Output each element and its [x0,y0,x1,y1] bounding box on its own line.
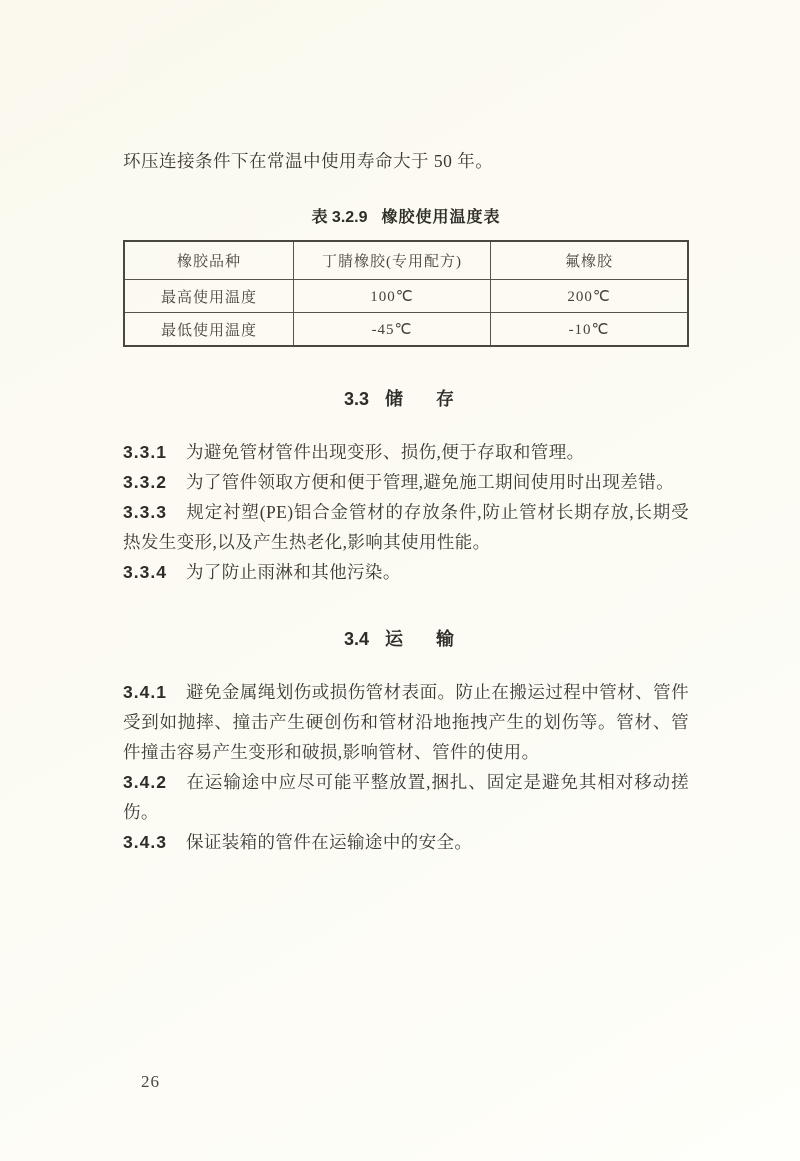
table-cell-min-temp-label: 最低使用温度 [124,313,293,347]
clause-number: 3.3.3 [123,502,167,522]
clause-text: 为避免管材管件出现变形、损伤,便于存取和管理。 [185,442,585,462]
table-cell-min-temp-nbr: -45℃ [293,313,490,347]
clause-3-3-3 [123,497,689,557]
clause-text: 规定衬塑(PE)铝合金管材的存放条件,防止管材长期存放,长期受热发生变形,以及产生热老化,影响其使用性能。 [123,502,689,552]
section-heading-transport [123,625,689,651]
clause-number: 3.3.1 [123,442,167,462]
clause-3-3-1 [123,437,689,467]
clause-text: 为了管件领取方便和便于管理,避免施工期间使用时出现差错。 [185,472,675,492]
table-caption-title: 橡胶使用温度表 [381,209,501,226]
table-cell-max-temp-label: 最高使用温度 [124,280,293,313]
clause-number: 3.4.3 [123,832,167,852]
table-row [124,280,688,313]
table-header-row [124,241,688,280]
clause-text: 避免金属绳划伤或损伤管材表面。防止在搬运过程中管材、管件受到如抛摔、撞击产生硬创伤和管材沿地拖拽产生的划伤等。管材、管件撞击容易产生变形和破损,影响管材、管件的使用。 [123,682,689,762]
clause-number: 3.3.2 [123,472,167,492]
clause-text: 为了防止雨淋和其他污染。 [185,562,401,582]
table-caption-label: 表 3.2.9 [311,209,368,226]
clause-3-3-2 [123,467,689,497]
table-cell-min-temp-fkm: -10℃ [490,313,688,347]
section-number: 3.4 [343,629,369,649]
clause-number: 3.4.1 [123,682,167,702]
clause-3-4-1 [123,677,689,767]
clause-number: 3.4.2 [123,772,167,792]
clause-text: 在运输途中应尽可能平整放置,捆扎、固定是避免其相对移动搓伤。 [123,772,689,822]
clause-3-3-4 [123,557,689,587]
section-number: 3.3 [343,389,369,409]
section-title: 储 存 [385,389,469,409]
table-header-rubber-type: 橡胶品种 [124,241,293,280]
table-cell-max-temp-fkm: 200℃ [490,280,688,313]
table-header-fkm: 氟橡胶 [490,241,688,280]
clause-3-4-3 [123,827,689,857]
clause-3-4-2 [123,767,689,827]
page-number: 26 [141,1072,160,1091]
clause-text: 保证装箱的管件在运输途中的安全。 [185,832,473,852]
table-cell-max-temp-nbr: 100℃ [293,280,490,313]
table-caption [123,204,689,227]
rubber-temperature-table [123,240,689,347]
clause-number: 3.3.4 [123,562,167,582]
section-title: 运 输 [385,629,469,649]
intro-paragraph: 环压连接条件下在常温中使用寿命大于 50 年。 [123,151,494,171]
table-row [124,313,688,347]
section-heading-storage [123,385,689,411]
table-header-nbr: 丁腈橡胶(专用配方) [293,241,490,280]
